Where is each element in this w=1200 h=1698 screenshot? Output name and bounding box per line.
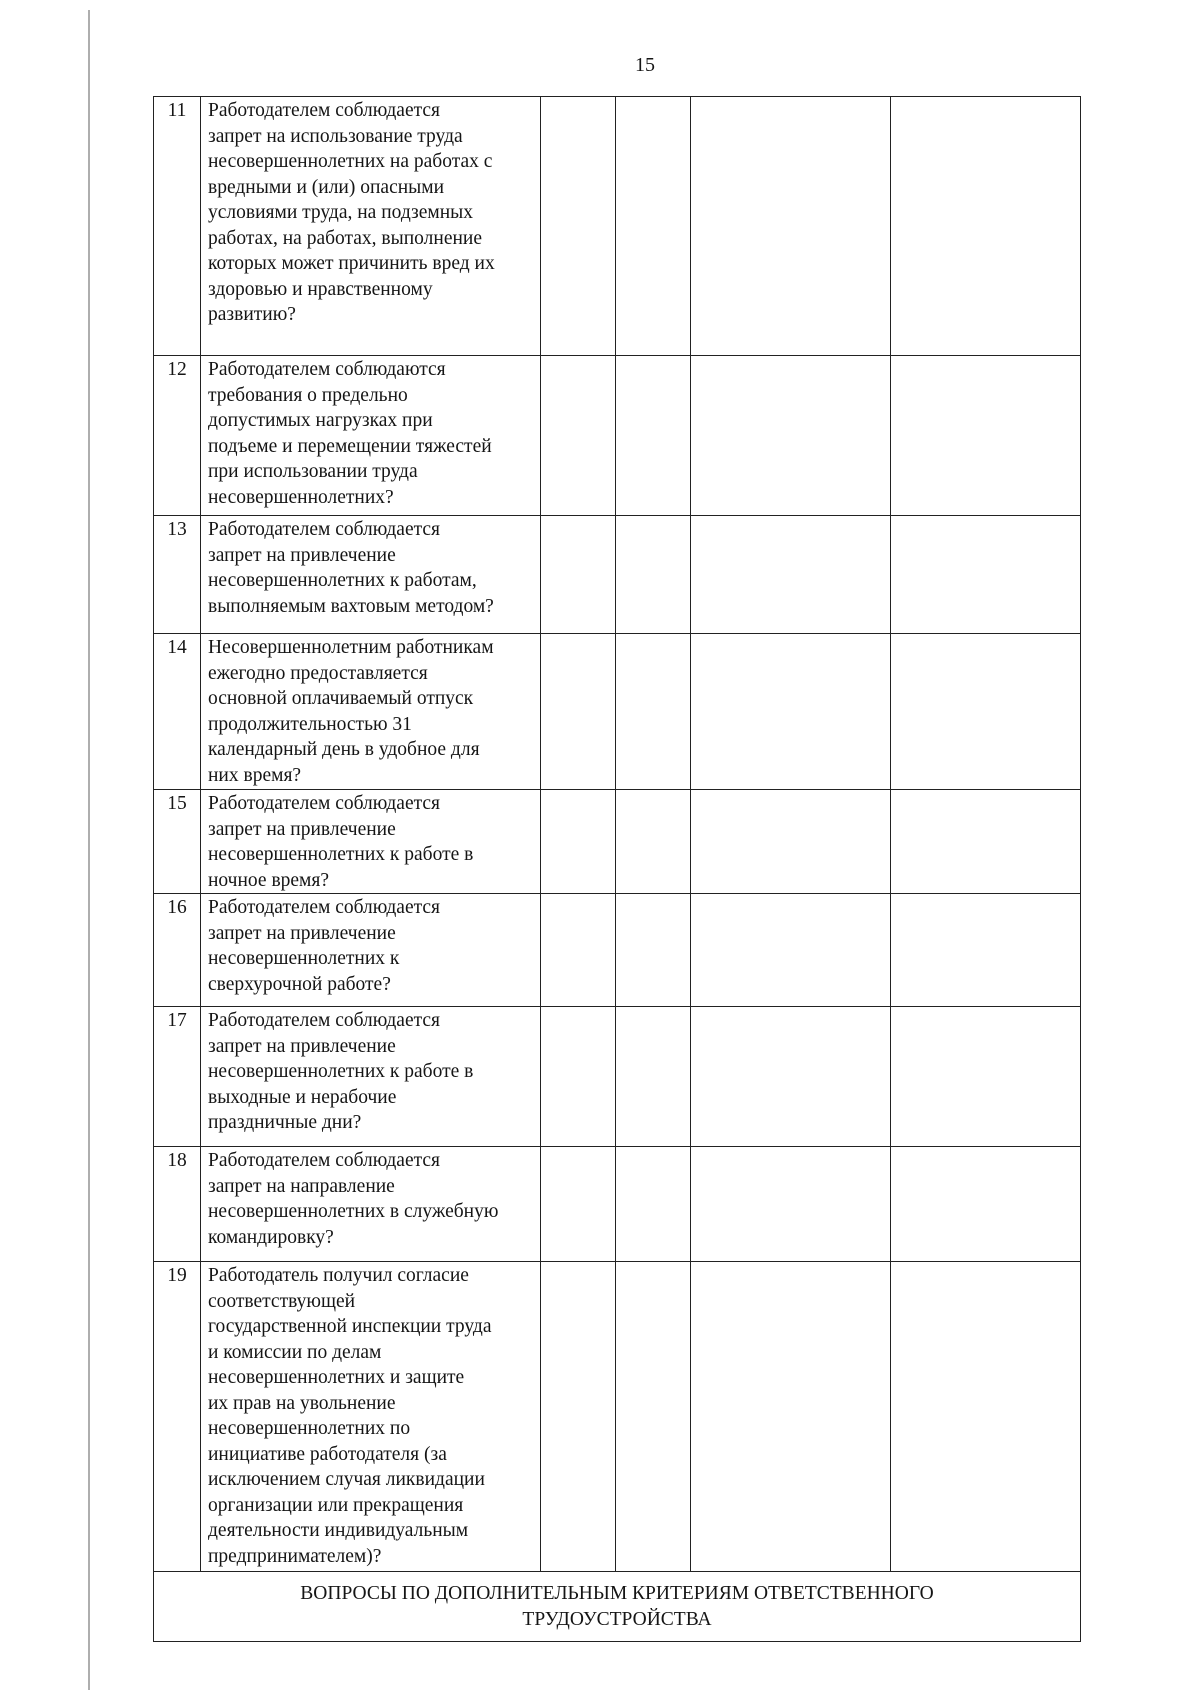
- answer-cell-not-applicable[interactable]: [691, 356, 891, 516]
- question-text: Работодатель получил согласие соответствующей государственной инспекции труда и комиссии по делам несовершеннолетних и защите их прав на увольнение несовершеннолетних по инициативе работодателя (за исключением случая ликвидации организации или прекращения деятельности индивидуальным предпринимателем)?: [201, 1262, 541, 1572]
- answer-cell-not-applicable[interactable]: [691, 1007, 891, 1147]
- answer-cell-note[interactable]: [891, 894, 1081, 1007]
- question-text: Несовершеннолетним работникам ежегодно предоставляется основной оплачиваемый отпуск продолжительностью 31 календарный день в удобное для них время?: [201, 634, 541, 790]
- page-binding-line: [88, 10, 90, 1690]
- answer-cell-note[interactable]: [891, 1147, 1081, 1262]
- answer-cell-yes[interactable]: [541, 790, 616, 894]
- section-heading-row: [154, 1572, 1081, 1642]
- question-text: Работодателем соблюдается запрет на привлечение несовершеннолетних к работе в выходные и нерабочие праздничные дни?: [201, 1007, 541, 1147]
- answer-cell-no[interactable]: [616, 1262, 691, 1572]
- answer-cell-no[interactable]: [616, 634, 691, 790]
- answer-cell-not-applicable[interactable]: [691, 634, 891, 790]
- answer-cell-note[interactable]: [891, 1262, 1081, 1572]
- answer-cell-no[interactable]: [616, 790, 691, 894]
- question-text: Работодателем соблюдается запрет на направление несовершеннолетних в служебную командировку?: [201, 1147, 541, 1262]
- answer-cell-not-applicable[interactable]: [691, 97, 891, 356]
- checklist-row: [154, 790, 1081, 894]
- answer-cell-not-applicable[interactable]: [691, 894, 891, 1007]
- section-heading-line: ВОПРОСЫ ПО ДОПОЛНИТЕЛЬНЫМ КРИТЕРИЯМ ОТВЕТСТВЕННОГО: [300, 1583, 934, 1604]
- answer-cell-no[interactable]: [616, 1147, 691, 1262]
- checklist-row: [154, 516, 1081, 634]
- answer-cell-not-applicable[interactable]: [691, 1147, 891, 1262]
- row-number: 16: [154, 894, 201, 1007]
- row-number: 18: [154, 1147, 201, 1262]
- row-number: 17: [154, 1007, 201, 1147]
- question-text: Работодателем соблюдается запрет на привлечение несовершеннолетних к работам, выполняемым вахтовым методом?: [201, 516, 541, 634]
- answer-cell-note[interactable]: [891, 634, 1081, 790]
- row-number: 13: [154, 516, 201, 634]
- answer-cell-yes[interactable]: [541, 97, 616, 356]
- answer-cell-yes[interactable]: [541, 1007, 616, 1147]
- answer-cell-no[interactable]: [616, 1007, 691, 1147]
- checklist-row: [154, 356, 1081, 516]
- answer-cell-no[interactable]: [616, 97, 691, 356]
- question-text: Работодателем соблюдается запрет на привлечение несовершеннолетних к сверхурочной работе?: [201, 894, 541, 1007]
- answer-cell-note[interactable]: [891, 356, 1081, 516]
- question-text: Работодателем соблюдается запрет на использование труда несовершеннолетних на работах с вредными и (или) опасными условиями труда, на подземных работах, на работах, выполнение которых может причинить вред их здоровью и нравственному развитию?: [201, 97, 541, 356]
- section-heading: [154, 1572, 1081, 1642]
- checklist-row: [154, 634, 1081, 790]
- row-number: 11: [154, 97, 201, 356]
- answer-cell-not-applicable[interactable]: [691, 1262, 891, 1572]
- checklist-row: [154, 1147, 1081, 1262]
- page-number: 15: [635, 54, 655, 76]
- answer-cell-note[interactable]: [891, 790, 1081, 894]
- checklist-row: [154, 894, 1081, 1007]
- checklist-row: [154, 97, 1081, 356]
- answer-cell-not-applicable[interactable]: [691, 516, 891, 634]
- row-number: 14: [154, 634, 201, 790]
- row-number: 12: [154, 356, 201, 516]
- answer-cell-not-applicable[interactable]: [691, 790, 891, 894]
- answer-cell-yes[interactable]: [541, 894, 616, 1007]
- answer-cell-no[interactable]: [616, 894, 691, 1007]
- row-number: 19: [154, 1262, 201, 1572]
- answer-cell-yes[interactable]: [541, 356, 616, 516]
- answer-cell-yes[interactable]: [541, 1147, 616, 1262]
- checklist-row: [154, 1262, 1081, 1572]
- answer-cell-no[interactable]: [616, 356, 691, 516]
- section-heading-line: ТРУДОУСТРОЙСТВА: [522, 1608, 712, 1630]
- answer-cell-no[interactable]: [616, 516, 691, 634]
- checklist-table: [153, 96, 1081, 1642]
- answer-cell-yes[interactable]: [541, 1262, 616, 1572]
- answer-cell-yes[interactable]: [541, 634, 616, 790]
- answer-cell-note[interactable]: [891, 1007, 1081, 1147]
- checklist-row: [154, 1007, 1081, 1147]
- answer-cell-note[interactable]: [891, 97, 1081, 356]
- row-number: 15: [154, 790, 201, 894]
- answer-cell-yes[interactable]: [541, 516, 616, 634]
- answer-cell-note[interactable]: [891, 516, 1081, 634]
- question-text: Работодателем соблюдаются требования о предельно допустимых нагрузках при подъеме и перемещении тяжестей при использовании труда несовершеннолетних?: [201, 356, 541, 516]
- question-text: Работодателем соблюдается запрет на привлечение несовершеннолетних к работе в ночное время?: [201, 790, 541, 894]
